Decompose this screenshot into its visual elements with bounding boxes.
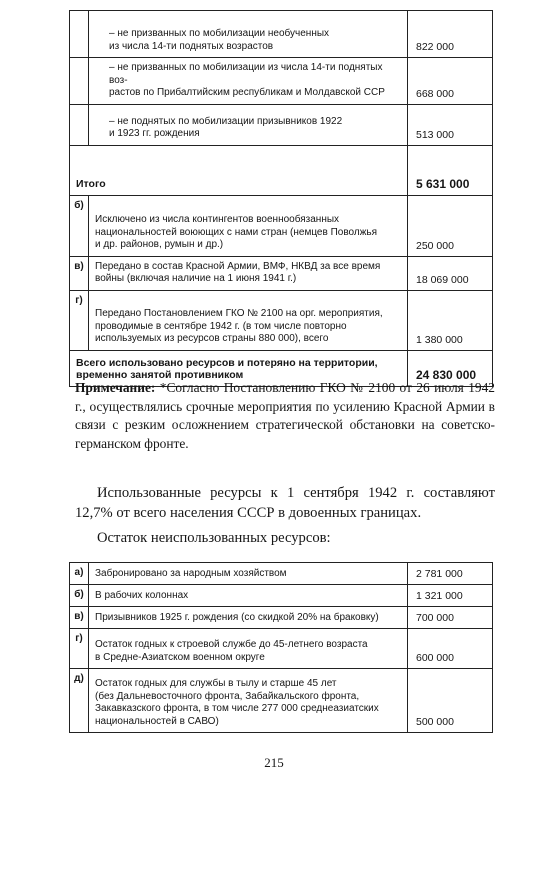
row-label: Забронировано за народным хозяйством [89, 563, 408, 585]
resources-used-table [69, 10, 493, 387]
row-letter: в) [70, 607, 89, 629]
table-row [70, 145, 493, 195]
remaining-resources-table [69, 562, 493, 733]
row-label: Итого [70, 145, 408, 195]
row-value: 1 321 000 [408, 585, 493, 607]
row-label: Передано Постановлением ГКО № 2100 на орг. мероприятия, проводимые в сентябре 1942 г. (в том числе повторно используемых из ресурсов страны 880 000), всего [89, 290, 408, 350]
row-letter: б) [70, 195, 89, 256]
row-label: – не призванных по мобилизации необученных из числа 14-ти поднятых возрастов [89, 11, 408, 58]
table-row [70, 11, 493, 58]
row-value: 500 000 [408, 669, 493, 733]
row-value: 2 781 000 [408, 563, 493, 585]
used-resources-paragraph: Использованные ресурсы к 1 сентября 1942 г. составляют 12,7% от всего населения СССР в довоенных границах. [75, 485, 495, 521]
table-row [70, 607, 493, 629]
row-label: Исключено из числа контингентов военнообязанных национальностей воюющих с нами стран (немцев Поволжья и др. районов, румын и др.) [89, 195, 408, 256]
row-value: 668 000 [408, 58, 493, 105]
note-paragraph [75, 379, 495, 453]
table-row [70, 629, 493, 669]
row-label: – не призванных по мобилизации из числа 14-ти поднятых воз- растов по Прибалтийским республикам и Молдавской ССР [89, 58, 408, 105]
row-letter: г) [70, 629, 89, 669]
row-value: 250 000 [408, 195, 493, 256]
row-value: 513 000 [408, 104, 493, 145]
table-row [70, 195, 493, 256]
row-letter: в) [70, 256, 89, 290]
row-value: 700 000 [408, 607, 493, 629]
row-value: 18 069 000 [408, 256, 493, 290]
row-label: – не поднятых по мобилизации призывников 1922 и 1923 гг. рождения [89, 104, 408, 145]
row-label: Остаток годных к строевой службе до 45-летнего возраста в Средне-Азиатском военном округе [89, 629, 408, 669]
row-letter: д) [70, 669, 89, 733]
table-row [70, 290, 493, 350]
note-text: *Согласно Постановлению ГКО № 2100 от 26 июля 1942 г., осуществлялись срочные мероприятия по усилению Красной Армии в связи с резким осложнением стратегической обстановки на советско-германском фронте. [75, 380, 495, 451]
row-value: 822 000 [408, 11, 493, 58]
table-row [70, 563, 493, 585]
row-letter: б) [70, 585, 89, 607]
row-value: 24 830 000 [408, 350, 493, 386]
row-letter [70, 104, 89, 145]
table-row [70, 669, 493, 733]
row-label: Передано в состав Красной Армии, ВМФ, НКВД за все время войны (включая наличие на 1 июня 1941 г.) [89, 256, 408, 290]
table-row [70, 256, 493, 290]
table-row [70, 585, 493, 607]
page-number: 215 [264, 755, 284, 770]
note-label: Примечание: [75, 380, 156, 395]
row-value: 5 631 000 [408, 145, 493, 195]
remaining-resources-heading: Остаток неиспользованных ресурсов: [97, 530, 331, 546]
table-row [70, 58, 493, 105]
row-label: Остаток годных для службы в тылу и старше 45 лет (без Дальневосточного фронта, Забайкальского фронта, Закавказского фронта, в том числе 277 000 среднеазиатских национальностей в САВО) [89, 669, 408, 733]
row-label: В рабочих колоннах [89, 585, 408, 607]
table-row [70, 104, 493, 145]
row-label: Призывников 1925 г. рождения (со скидкой 20% на браковку) [89, 607, 408, 629]
row-letter [70, 11, 89, 58]
row-value: 600 000 [408, 629, 493, 669]
row-label: Всего использовано ресурсов и потеряно на территории, временно занятой противником [70, 350, 408, 386]
row-letter: а) [70, 563, 89, 585]
row-value: 1 380 000 [408, 290, 493, 350]
row-letter [70, 58, 89, 105]
row-letter: г) [70, 290, 89, 350]
